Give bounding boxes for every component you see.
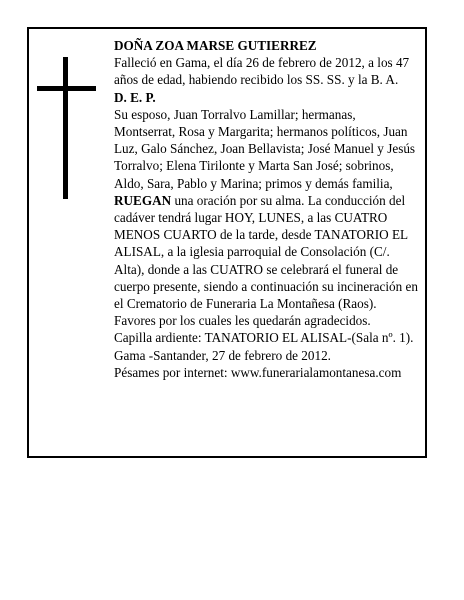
- chapel-info: Capilla ardiente: TANATORIO EL ALISAL-(Sala nº. 1).: [114, 330, 414, 346]
- ruegan-label: RUEGAN: [114, 192, 172, 208]
- place-date: Gama -Santander, 27 de febrero de 2012.: [114, 347, 331, 363]
- ceremony-text: una oración por su alma. La conducción del cadáver tendrá lugar HOY, LUNES, a las CUATRO MENOS CUARTO de la tarde, desde TANATORIO EL ALISAL, a la iglesia parroquial de Consolación (C/. Alta), donde a las CUATRO se celebrará el funeral de cuerpo presente, siendo a continuación su incineración en el Crematorio de Funeraria La Montañesa (Raos). Favores por los cuales les quedarán agradecidos.: [114, 192, 418, 329]
- condolences-link: Pésames por internet: www.funerarialamontanesa.com: [114, 364, 402, 380]
- deceased-name: DOÑA ZOA MARSE GUTIERREZ: [114, 38, 317, 53]
- cross-icon: [63, 57, 68, 199]
- family-list: Su esposo, Juan Torralvo Lamillar; hermanas, Montserrat, Rosa y Margarita; hermanos políticos, Juan Luz, Galo Sánchez, Joan Bellavista; José Manuel y Jesús Torralvo; Elena Tirilonte y Marta San José; sobrinos, Aldo, Sara, Pablo y Marina; primos y demás familia,: [114, 106, 416, 191]
- death-info: Falleció en Gama, el día 26 de febrero de 2012, a los 47 años de edad, habiendo recibido los SS. SS. y la B. A.: [114, 55, 410, 88]
- obituary-text: [114, 37, 420, 381]
- ceremony-paragraph: [114, 192, 420, 330]
- cross-icon-bar: [37, 86, 96, 91]
- dep-label: D. E. P.: [114, 89, 156, 105]
